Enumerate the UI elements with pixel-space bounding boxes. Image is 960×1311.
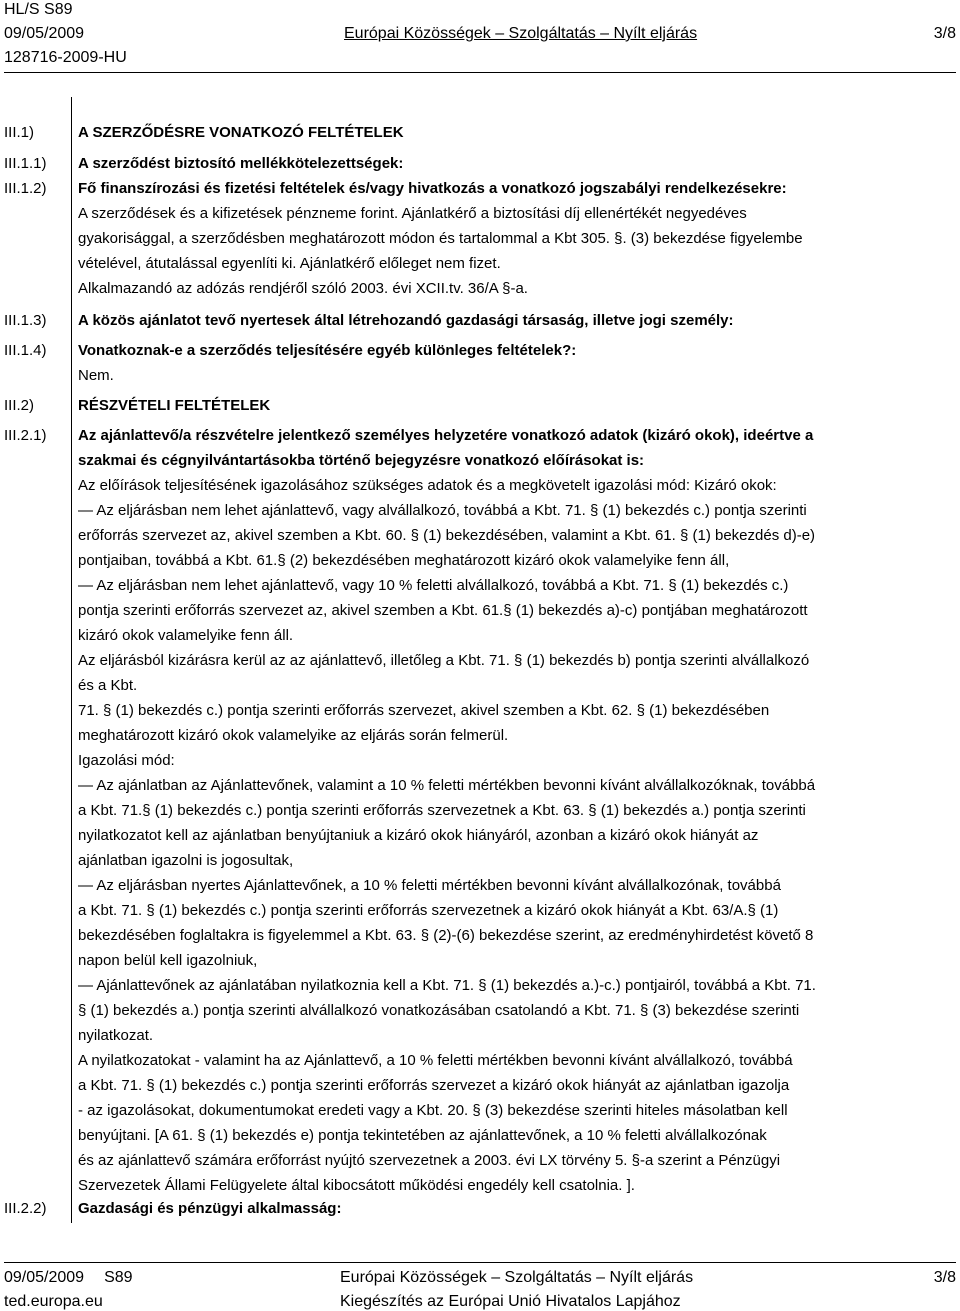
text-line: meghatározott kizáró okok valamelyike az eljárás során felmerül.: [78, 727, 509, 744]
text-line: nyilatkozat.: [78, 1027, 154, 1044]
section-separator: [71, 97, 72, 1223]
subheading: A szerződést biztosító mellékkötelezettségek:: [78, 155, 404, 172]
text-line: a Kbt. 71. § (1) bekezdés c.) pontja szerinti erőforrás szervezet a kizáró okok hiányát az ajánlatban igazolja: [78, 1077, 790, 1094]
text-line: — Az eljárásban nem lehet ajánlattevő, vagy alvállalkozó, továbbá a Kbt. 71. § (1) bekezdés c.) pontja szerinti: [78, 502, 807, 519]
footer-rule: [4, 1262, 956, 1263]
text-line: — Az ajánlatban az Ajánlattevőnek, valamint a 10 % feletti mértékben bevonni kívánt alvállalkozóknak, továbbá: [78, 777, 816, 794]
text-line: — Az eljárásban nyertes Ajánlattevőnek, a 10 % feletti mértékben bevonni kívánt alvállalkozónak, továbbá: [78, 877, 781, 894]
text-line: Az előírások teljesítésének igazolásához szükséges adatok és a megkövetelt igazolási mód: Kizáró okok:: [78, 477, 777, 494]
text-line: Nem.: [78, 367, 114, 384]
footer-page: 3/8: [933, 1269, 956, 1286]
subheading: szakmai és cégnyilvántartásokba történő bejegyzésre vonatkozó előírásokat is:: [78, 452, 645, 469]
text-line: és a Kbt.: [78, 677, 138, 694]
text-line: a Kbt. 71.§ (1) bekezdés c.) pontja szerinti erőforrás szervezetnek a Kbt. 63. § (1) bekezdés a.) pontja szerinti: [78, 802, 806, 819]
heading-participation: RÉSZVÉTELI FELTÉTELEK: [78, 397, 271, 414]
section-number: III.2.2): [4, 1200, 47, 1217]
text-line: - az igazolásokat, dokumentumokat eredeti vagy a Kbt. 20. § (3) bekezdése szerinti hiteles másolatban kell: [78, 1102, 788, 1119]
text-line: § (1) bekezdés a.) pontja szerinti alvállalkozó vonatkozásában csatolandó a Kbt. 71. § (3) bekezdése szerinti: [78, 1002, 800, 1019]
text-line: Az eljárásból kizárásra kerül az az ajánlattevő, illetőleg a Kbt. 71. § (1) bekezdés b) pontja szerinti alvállalkozó: [78, 652, 810, 669]
text-line: benyújtani. [A 61. § (1) bekezdés e) pontja tekintetében az ajánlattevőnek, a 10 % feletti alvállalkozónak: [78, 1127, 767, 1144]
section-number: III.1.2): [4, 180, 47, 197]
text-line: 71. § (1) bekezdés c.) pontja szerinti erőforrás szervezet, akivel szemben a Kbt. 62. § (1) bekezdésében: [78, 702, 770, 719]
text-line: kizáró okok valamelyike fenn áll.: [78, 627, 294, 644]
section-number: III.2): [4, 397, 35, 414]
text-line: ajánlatban igazolni is jogosultak,: [78, 852, 294, 869]
text-line: napon belül kell igazolniuk,: [78, 952, 258, 969]
footer-doc-ref: S89: [104, 1269, 133, 1286]
text-line: pontja szerinti erőforrás szervezet az, akivel szemben a Kbt. 61.§ (1) bekezdés a)-c) pontjában meghatározott: [78, 602, 808, 619]
header-page: 3/8: [933, 25, 956, 42]
text-line: — Ajánlattevőnek az ajánlatában nyilatkoznia kell a Kbt. 71. § (1) bekezdés a.)-c.) pontjairól, továbbá a Kbt. 71.: [78, 977, 816, 994]
text-line: pontjaiban, továbbá a Kbt. 61.§ (2) bekezdésében meghatározott kizáró okok valamelyike fenn áll,: [78, 552, 730, 569]
header-date: 09/05/2009: [4, 25, 85, 42]
footer-site-link[interactable]: ted.europa.eu: [4, 1293, 103, 1310]
text-line: A nyilatkozatokat - valamint ha az Ajánlattevő, a 10 % feletti mértékben bevonni kívánt alvállalkozó, továbbá: [78, 1052, 793, 1069]
section-number: III.1.3): [4, 312, 47, 329]
subheading: Az ajánlattevő/a részvételre jelentkező személyes helyzetére vonatkozó adatok (kizáró okok), ideértve a: [78, 427, 814, 444]
section-number: III.2.1): [4, 427, 47, 444]
footer-title: Európai Közösségek – Szolgáltatás – Nyílt eljárás: [340, 1269, 694, 1286]
text-line: erőforrás szervezet az, akivel szemben a Kbt. 60. § (1) bekezdésében, valamint a Kbt. 61. § (1) bekezdés d)-e): [78, 527, 816, 544]
subheading: A közös ajánlatot tevő nyertesek által létrehozandó gazdasági társaság, illetve jogi személy:: [78, 312, 734, 329]
subheading: Fő finanszírozási és fizetési feltételek és/vagy hivatkozás a vonatkozó jogszabályi rendelkezésekre:: [78, 180, 787, 197]
heading-contract-terms: A SZERZŐDÉSRE VONATKOZÓ FELTÉTELEK: [78, 124, 404, 141]
text-line: a Kbt. 71. § (1) bekezdés c.) pontja szerinti erőforrás szervezetnek a kizáró okok hiányát a Kbt. 63/A.§ (1): [78, 902, 779, 919]
text-line: vételével, átutalással egyenlíti ki. Ajánlatkérő előleget nem fizet.: [78, 255, 501, 272]
text-line: Alkalmazandó az adózás rendjéről szóló 2003. évi XCII.tv. 36/A §-a.: [78, 280, 528, 297]
footer-subtitle: Kiegészítés az Európai Unió Hivatalos Lapjához: [340, 1293, 681, 1310]
header-doc-id: 128716-2009-HU: [4, 49, 127, 66]
section-number: III.1): [4, 124, 35, 141]
footer-date: 09/05/2009: [4, 1269, 85, 1286]
footer-date-ref: [4, 1268, 133, 1287]
text-line: A szerződések és a kifizetések pénzneme forint. Ajánlatkérő a biztosítási díj ellenértékét negyedéves: [78, 205, 747, 222]
text-line: gyakorisággal, a szerződésben meghatározott módon és tartalommal a Kbt 305. §. (3) bekezdése figyelembe: [78, 230, 803, 247]
text-line: Szervezetek Állami Felügyelete által kibocsátott működési engedély kell csatolnia. ].: [78, 1177, 635, 1194]
section-number: III.1.1): [4, 155, 47, 172]
header-title: Európai Közösségek – Szolgáltatás – Nyílt eljárás: [344, 25, 698, 42]
text-line: Igazolási mód:: [78, 752, 175, 769]
subheading: Gazdasági és pénzügyi alkalmasság:: [78, 1200, 342, 1217]
header-rule: [4, 72, 956, 73]
text-line: nyilatkozatot kell az ajánlatban benyújtaniuk a kizáró okok hiányáról, azonban a kizáró okok hiányát az: [78, 827, 759, 844]
text-line: bekezdésében foglaltakra is figyelemmel a Kbt. 63. § (2)-(6) bekezdése szerint, az eredményhirdetést követő 8: [78, 927, 814, 944]
subheading: Vonatkoznak-e a szerződés teljesítésére egyéb különleges feltételek?:: [78, 342, 577, 359]
text-line: — Az eljárásban nem lehet ajánlattevő, vagy 10 % feletti alvállalkozó, továbbá a Kbt. 71. § (1) bekezdés c.): [78, 577, 789, 594]
section-number: III.1.4): [4, 342, 47, 359]
header-doc-ref: HL/S S89: [4, 1, 73, 18]
text-line: és az ajánlattevő számára erőforrást nyújtó szervezetnek a 2003. évi LX törvény 5. §-a szerint a Pénzügyi: [78, 1152, 781, 1169]
